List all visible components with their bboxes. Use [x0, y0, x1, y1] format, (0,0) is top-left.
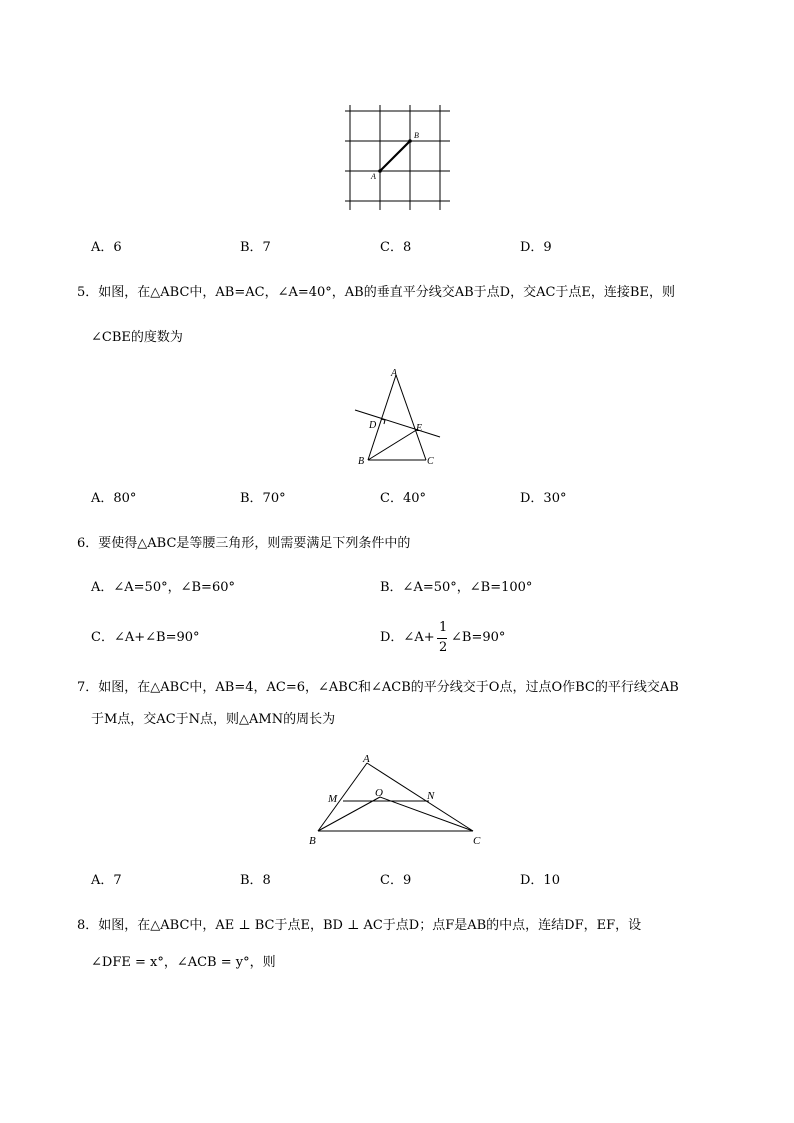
q4-option-a[interactable]: A．6: [91, 240, 122, 255]
q5-stem-line2: ∠CBE的度数为: [91, 330, 183, 345]
q6-option-a[interactable]: A．∠A=50°，∠B=60°: [91, 580, 235, 595]
q4-option-c[interactable]: C．8: [380, 240, 412, 255]
q6-option-d-suffix: ∠B=90°: [451, 630, 506, 645]
q7-option-a[interactable]: A．7: [91, 873, 122, 888]
q6-option-b[interactable]: B．∠A=50°，∠B=100°: [380, 580, 533, 595]
point-a-label: A: [371, 172, 376, 181]
point-b-label: B: [414, 131, 419, 140]
q7-option-d[interactable]: D．10: [520, 873, 560, 888]
q7-option-c[interactable]: C．9: [380, 873, 412, 888]
q5-label-a: A: [391, 368, 398, 379]
grid-figure: [340, 100, 455, 215]
q4-option-d[interactable]: D．9: [520, 240, 552, 255]
q5-label-d: D: [369, 420, 377, 431]
q6-frac-bar: [437, 638, 447, 639]
q5-option-d[interactable]: D．30°: [520, 491, 567, 506]
q7-stem-line1: 7．如图，在△ABC中，AB=4，AC=6，∠ABC和∠ACB的平分线交于O点，过点O作BC的平行线交AB: [77, 680, 679, 695]
q6-frac-numerator: 1: [439, 620, 448, 635]
q8-stem-line2: ∠DFE = x°，∠ACB = y°，则: [91, 955, 276, 970]
q5-option-b[interactable]: B．70°: [240, 491, 286, 506]
q6-option-c[interactable]: C．∠A+∠B=90°: [91, 630, 200, 645]
q7-stem-line2: 于M点，交AC于N点，则△AMN的周长为: [91, 712, 336, 727]
q6-option-d-prefix: D．∠A+: [380, 630, 435, 645]
q5-option-a[interactable]: A．80°: [91, 491, 137, 506]
q7-triangle-figure: [305, 750, 490, 850]
q7-label-n: N: [427, 790, 435, 802]
q4-option-b[interactable]: B．7: [240, 240, 271, 255]
q5-triangle-figure: [350, 365, 450, 470]
q6-stem-line1: 6．要使得△ABC是等腰三角形，则需要满足下列条件中的: [77, 536, 411, 551]
q7-label-a: A: [363, 753, 370, 765]
q7-option-b[interactable]: B．8: [240, 873, 271, 888]
q5-stem-line1: 5．如图，在△ABC中，AB=AC，∠A=40°，AB的垂直平分线交AB于点D，交AC于点E，连接BE，则: [77, 285, 675, 300]
segment-ab: [380, 141, 410, 171]
q7-label-o: O: [375, 787, 383, 799]
q6-frac-denominator: 2: [439, 640, 448, 655]
q5-label-e: E: [416, 423, 423, 434]
q7-label-m: M: [328, 793, 338, 805]
q5-label-c: C: [427, 456, 434, 467]
q6-option-d[interactable]: [380, 620, 520, 660]
q5-label-b: B: [358, 456, 365, 467]
q7-label-c: C: [473, 835, 481, 847]
q7-label-b: B: [309, 835, 316, 847]
q8-stem-line1: 8．如图，在△ABC中，AE ⊥ BC于点E，BD ⊥ AC于点D；点F是AB的中点，连结DF，EF，设: [77, 918, 642, 933]
q5-option-c[interactable]: C．40°: [380, 491, 426, 506]
